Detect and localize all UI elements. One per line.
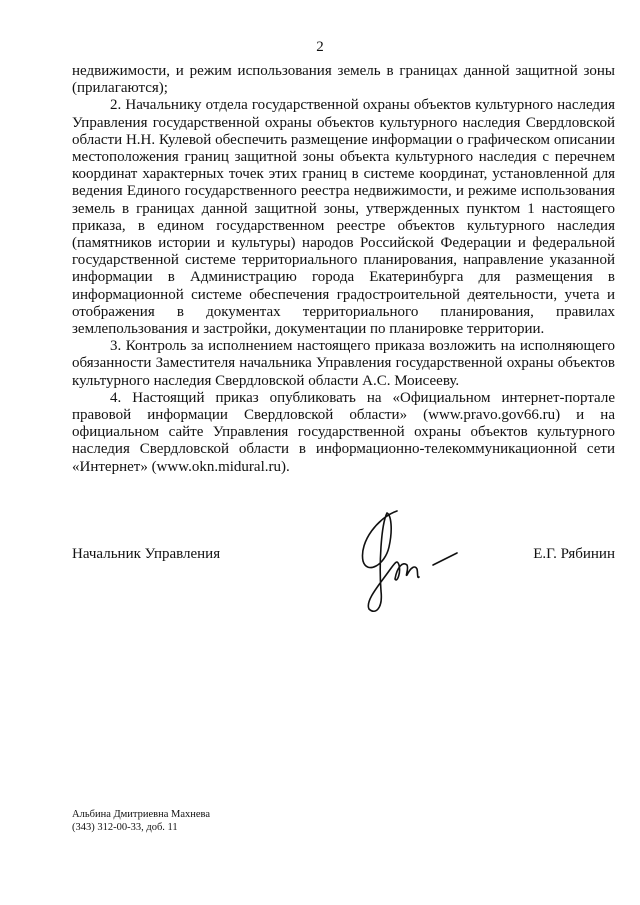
paragraph-item-3: 3. Контроль за исполнением настоящего приказа возложить на исполняющего обязанности Заместителя начальника Управления государственной охраны объектов культурного наследия Свердловской области А.С. Моисееву. <box>72 338 615 389</box>
document-body <box>72 63 615 476</box>
executor-info <box>72 808 210 834</box>
executor-name: Альбина Дмитриевна Махнева <box>72 809 211 820</box>
paragraph-item-2: 2. Начальнику отдела государственной охраны объектов культурного наследия Управления государственной охраны объектов культурного наследия Свердловской области Н.Н. Кулевой обеспечить размещение информации о графическом описании местоположения границ защитной зоны объекта культурного наследия с перечнем координат характерных точек этих границ в системе координат, установленной для ведения Единого государственного реестра недвижимости, и режиме использования земель в границах данной защитной зоны, утвержденных пунктом 1 настоящего приказа, в едином государственном реестре объектов культурного наследия (памятников истории и культуры) народов Российской Федерации и федеральной государственной системе территориального планирования, направление указанной информации в Администрацию города Екатеринбурга для размещения в информационной системе обеспечения градостроительной деятельности, учета и отображения в документах территориального планирования, правилах землепользования и застройки, документации по планировке территории. <box>72 97 615 338</box>
handwritten-signature <box>345 505 465 620</box>
executor-phone: (343) 312-00-33, доб. 11 <box>72 822 178 833</box>
paragraph-item-4: 4. Настоящий приказ опубликовать на «Официальном интернет-портале правовой информации Свердловской области» (www.pravo.gov66.ru) и на официальном сайте Управления государственной охраны объектов культурного наследия Свердловской области в информационно-телекоммуникационной сети «Интернет» (www.okn.midural.ru). <box>72 389 615 475</box>
signer-title: Начальник Управления <box>72 546 221 562</box>
paragraph-continuation: недвижимости, и режим использования земель в границах данной защитной зоны (прилагаются); <box>72 63 615 97</box>
page-number: 2 <box>316 39 324 55</box>
signer-name: Е.Г. Рябинин <box>533 546 615 562</box>
